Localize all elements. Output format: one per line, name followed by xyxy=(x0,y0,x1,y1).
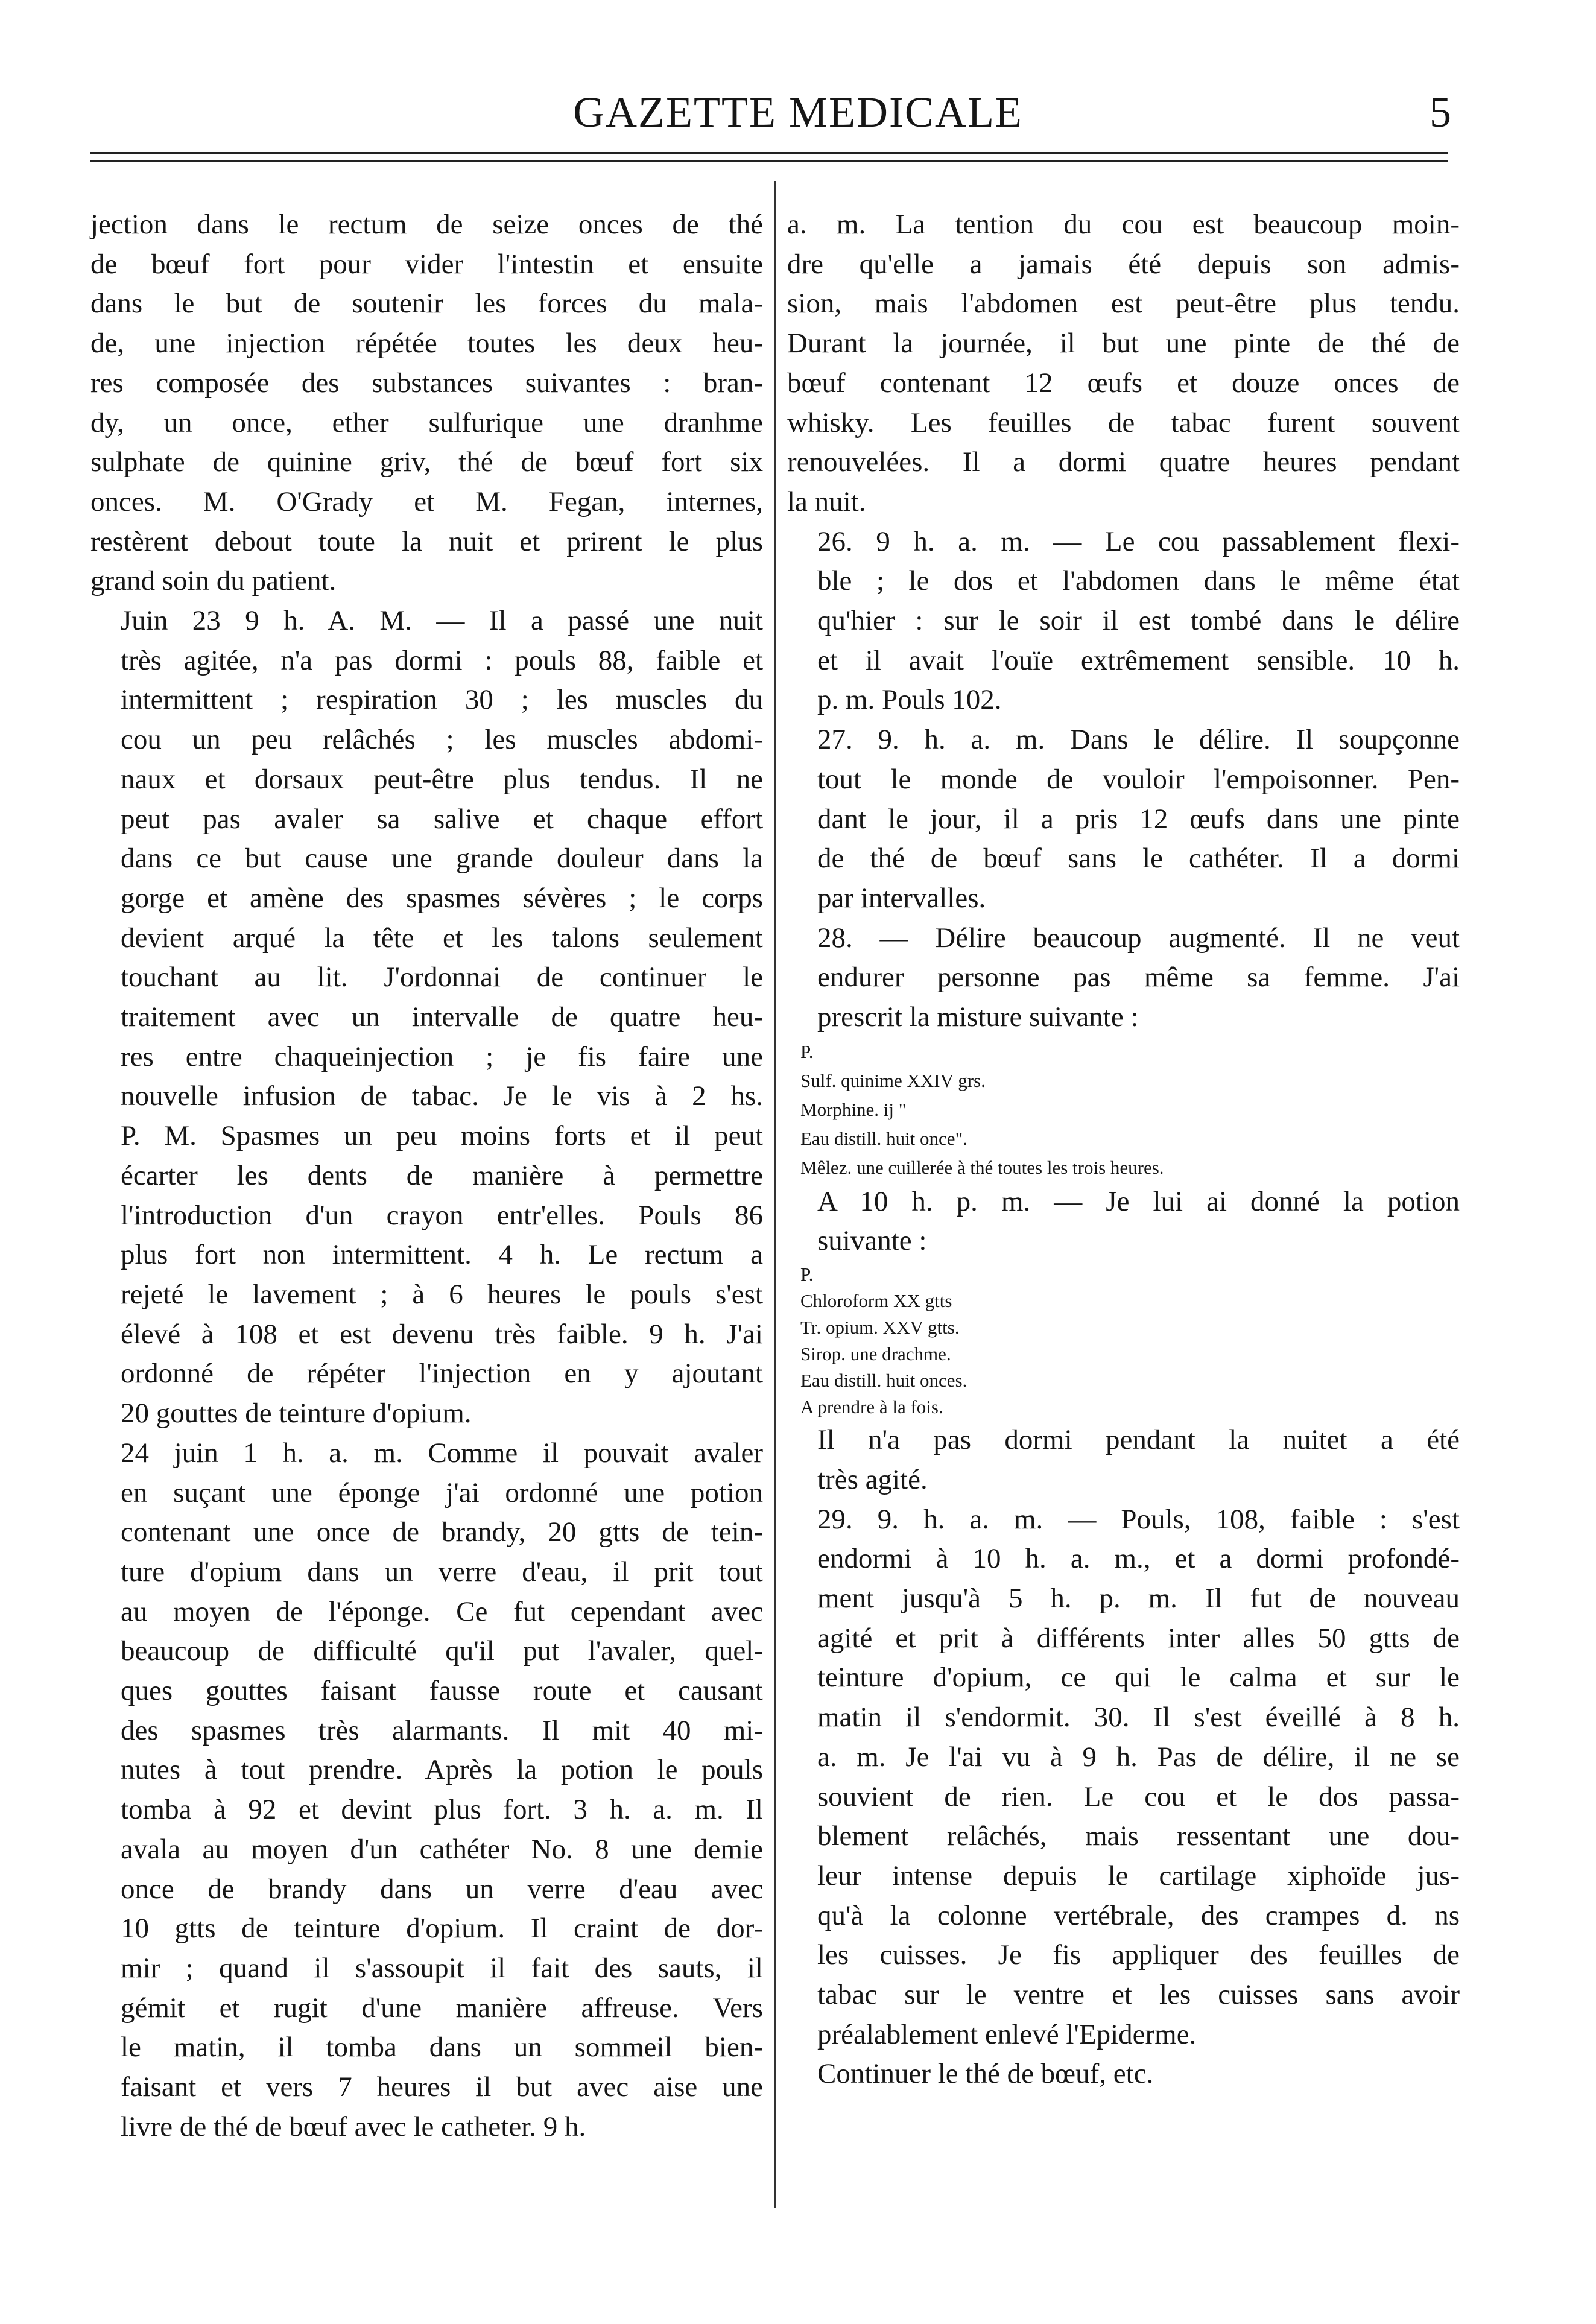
text-line: restèrent debout toute la nuit et prirent le plus xyxy=(90,525,763,557)
text-line: 27. 9. h. a. m. Dans le délire. Il soupçonne xyxy=(817,724,1460,756)
text-line: en suçant une éponge j'ai ordonné une potion xyxy=(121,1477,763,1509)
text-line: Durant la journée, il but une pinte de thé de xyxy=(787,328,1460,359)
text-line: 29. 9. h. a. m. — Pouls, 108, faible : s'est xyxy=(817,1503,1460,1535)
text-line: teinture d'opium, ce qui le calma et sur le xyxy=(817,1662,1460,1694)
text-line: faisant et vers 7 heures il but avec aise une xyxy=(121,2071,763,2103)
text-line: et il avait l'ouïe extrêmement sensible. 10 h. xyxy=(817,644,1460,676)
text-line: beaucoup de difficulté qu'il put l'avaler, quel- xyxy=(121,1635,763,1667)
text-line: livre de thé de bœuf avec le catheter. 9 h. xyxy=(121,2110,586,2142)
text-line: contenant une once de brandy, 20 gtts de tein- xyxy=(121,1516,763,1548)
text-line: sulphate de quinine griv, thé de bœuf fort six xyxy=(90,446,763,478)
text-line: 10 gtts de teinture d'opium. Il craint de dor- xyxy=(121,1913,763,1945)
text-line: qu'à la colonne vertébrale, des crampes d. ns xyxy=(817,1899,1460,1931)
prescription-line: Mêlez. une cuillerée à thé toutes les trois heures. xyxy=(800,1156,1164,1178)
text-line: ment jusqu'à 5 h. p. m. Il fut de nouveau xyxy=(817,1582,1460,1614)
text-line: peut pas avaler sa salive et chaque effort xyxy=(121,803,763,835)
paragraph xyxy=(90,205,763,601)
text-line: écarter les dents de manière à permettre xyxy=(121,1159,763,1191)
text-line: Il n'a pas dormi pendant la nuitet a été xyxy=(817,1424,1460,1456)
text-line: renouvelées. Il a dormi quatre heures pendant xyxy=(787,446,1460,478)
prescription-line: Eau distill. huit once". xyxy=(800,1127,967,1149)
text-line: a. m. La tention du cou est beaucoup moin- xyxy=(787,209,1460,240)
text-line: endurer personne pas même sa femme. J'ai xyxy=(817,961,1460,993)
paragraph xyxy=(787,2054,1460,2094)
paragraph xyxy=(787,1182,1460,1261)
text-line: ble ; le dos et l'abdomen dans le même état xyxy=(817,565,1460,597)
text-line: l'introduction d'un crayon entr'elles. Pouls 86 xyxy=(121,1199,763,1231)
text-line: tomba à 92 et devint plus fort. 3 h. a. m. Il xyxy=(121,1794,763,1826)
text-line: blement relâchés, mais ressentant une dou- xyxy=(817,1820,1460,1852)
text-line: mir ; quand il s'assoupit il fait des sauts, il xyxy=(121,1952,763,1984)
text-line: de bœuf fort pour vider l'intestin et ensuite xyxy=(90,248,763,280)
header-rule xyxy=(90,152,1448,154)
prescription-line: Chloroform XX gtts xyxy=(800,1290,952,1312)
paragraph xyxy=(787,522,1460,721)
text-line: endormi à 10 h. a. m., et a dormi profondé- xyxy=(817,1543,1460,1575)
prescription xyxy=(787,1037,1460,1182)
left-column xyxy=(90,205,763,2147)
text-line: traitement avec un intervalle de quatre heu- xyxy=(121,1001,763,1033)
text-line: tabac sur le ventre et les cuisses sans avoir xyxy=(817,1979,1460,2011)
text-line: qu'hier : sur le soir il est tombé dans le délire xyxy=(817,605,1460,637)
text-line: whisky. Les feuilles de tabac furent souvent xyxy=(787,407,1460,439)
text-line: avala au moyen d'un cathéter No. 8 une demie xyxy=(121,1833,763,1865)
text-line: de, une injection répétée toutes les deux heu- xyxy=(90,328,763,359)
text-line: grand soin du patient. xyxy=(90,565,337,597)
right-column xyxy=(787,205,1460,2094)
text-line: jection dans le rectum de seize onces de thé xyxy=(90,209,763,240)
text-line: P. M. Spasmes un peu moins forts et il peut xyxy=(121,1120,763,1152)
text-line: devient arqué la tête et les talons seulement xyxy=(121,922,763,954)
text-line: rejeté le lavement ; à 6 heures le pouls s'est xyxy=(121,1278,763,1310)
prescription-line: Sirop. une drachme. xyxy=(800,1343,951,1365)
page-header xyxy=(0,0,1596,163)
text-line: once de brandy dans un verre d'eau avec xyxy=(121,1873,763,1905)
paragraph xyxy=(787,919,1460,1037)
text-line: tout le monde de vouloir l'empoisonner. Pen- xyxy=(817,763,1460,795)
text-line: la nuit. xyxy=(787,486,866,518)
text-line: élevé à 108 et est devenu très faible. 9 h. J'ai xyxy=(121,1318,763,1350)
running-title: GAZETTE MEDICALE xyxy=(573,88,1023,136)
text-line: des spasmes très alarmants. Il mit 40 mi- xyxy=(121,1714,763,1746)
text-line: Continuer le thé de bœuf, etc. xyxy=(817,2058,1154,2090)
text-line: gémit et rugit d'une manière affreuse. Vers xyxy=(121,1992,763,2024)
text-line: dre qu'elle a jamais été depuis son admis- xyxy=(787,248,1460,280)
text-line: préalablement enlevé l'Epiderme. xyxy=(817,2018,1197,2050)
text-line: intermittent ; respiration 30 ; les muscles du xyxy=(121,684,763,716)
prescription-line: P. xyxy=(800,1264,814,1285)
text-line: agité et prit à différents inter alles 50 gtts de xyxy=(817,1622,1460,1654)
text-line: très agitée, n'a pas dormi : pouls 88, faible et xyxy=(121,644,763,676)
page-number: 5 xyxy=(1430,88,1451,136)
text-line: au moyen de l'éponge. Ce fut cependant avec xyxy=(121,1595,763,1627)
text-line: sion, mais l'abdomen est peut-être plus tendu. xyxy=(787,288,1460,320)
paragraph xyxy=(90,601,763,1434)
text-line: très agité. xyxy=(817,1463,928,1495)
text-line: a. m. Je l'ai vu à 9 h. Pas de délire, il ne se xyxy=(817,1741,1460,1773)
text-line: bœuf contenant 12 œufs et douze onces de xyxy=(787,367,1460,399)
text-line: A 10 h. p. m. — Je lui ai donné la potion xyxy=(817,1185,1460,1217)
text-line: res entre chaqueinjection ; je fis faire une xyxy=(121,1040,763,1072)
text-line: p. m. Pouls 102. xyxy=(817,684,1002,716)
text-line: 24 juin 1 h. a. m. Comme il pouvait avaler xyxy=(121,1437,763,1469)
text-line: prescrit la misture suivante : xyxy=(817,1001,1139,1033)
text-line: par intervalles. xyxy=(817,882,986,914)
text-line: ordonné de répéter l'injection en y ajoutant xyxy=(121,1358,763,1390)
text-line: leur intense depuis le cartilage xiphoïde jus- xyxy=(817,1860,1460,1892)
paragraph xyxy=(787,720,1460,919)
text-line: touchant au lit. J'ordonnai de continuer le xyxy=(121,961,763,993)
prescription-line: Eau distill. huit onces. xyxy=(800,1370,967,1392)
text-line: dans ce but cause une grande douleur dans la xyxy=(121,843,763,875)
text-line: cou un peu relâchés ; les muscles abdomi- xyxy=(121,724,763,756)
text-line: 28. — Délire beaucoup augmenté. Il ne veut xyxy=(817,922,1460,954)
text-line: nouvelle infusion de tabac. Je le vis à 2 hs. xyxy=(121,1080,763,1112)
paragraph xyxy=(787,1420,1460,1499)
text-line: gorge et amène des spasmes sévères ; le corps xyxy=(121,882,763,914)
text-line: nutes à tout prendre. Après la potion le pouls xyxy=(121,1754,763,1786)
column-divider xyxy=(774,181,776,2208)
text-line: plus fort non intermittent. 4 h. Le rectum a xyxy=(121,1239,763,1271)
text-line: res composée des substances suivantes : bran- xyxy=(90,367,763,399)
text-line: onces. M. O'Grady et M. Fegan, internes, xyxy=(90,486,763,518)
prescription-line: P. xyxy=(800,1040,814,1062)
prescription-line: Morphine. ij " xyxy=(800,1098,907,1120)
text-line: de thé de bœuf sans le cathéter. Il a dormi xyxy=(817,843,1460,875)
text-line: 26. 9 h. a. m. — Le cou passablement flexi- xyxy=(817,525,1460,557)
text-line: dant le jour, il a pris 12 œufs dans une pinte xyxy=(817,803,1460,835)
text-line: dy, un once, ether sulfurique une dranhme xyxy=(90,407,763,439)
text-line: ques gouttes faisant fausse route et causant xyxy=(121,1675,763,1707)
prescription-line: A prendre à la fois. xyxy=(800,1396,943,1418)
paragraph xyxy=(787,205,1460,522)
text-line: les cuisses. Je fis appliquer des feuilles de xyxy=(817,1939,1460,1971)
text-line: 20 gouttes de teinture d'opium. xyxy=(121,1398,472,1430)
header-rule-double xyxy=(90,160,1448,162)
text-line: le matin, il tomba dans un sommeil bien- xyxy=(121,2031,763,2063)
text-line: suivante : xyxy=(817,1225,927,1257)
text-line: naux et dorsaux peut-être plus tendus. Il ne xyxy=(121,763,763,795)
text-line: dans le but de soutenir les forces du mala- xyxy=(90,288,763,320)
prescription xyxy=(787,1261,1460,1420)
paragraph xyxy=(787,1500,1460,2055)
paragraph xyxy=(90,1434,763,2147)
text-line: matin il s'endormit. 30. Il s'est éveillé à 8 h. xyxy=(817,1702,1460,1734)
text-line: ture d'opium dans un verre d'eau, il prit tout xyxy=(121,1556,763,1588)
text-line: Juin 23 9 h. A. M. — Il a passé une nuit xyxy=(121,605,763,637)
prescription-line: Tr. opium. XXV gtts. xyxy=(800,1317,960,1338)
text-line: souvient de rien. Le cou et le dos passa- xyxy=(817,1781,1460,1813)
prescription-line: Sulf. quinime XXIV grs. xyxy=(800,1069,986,1091)
